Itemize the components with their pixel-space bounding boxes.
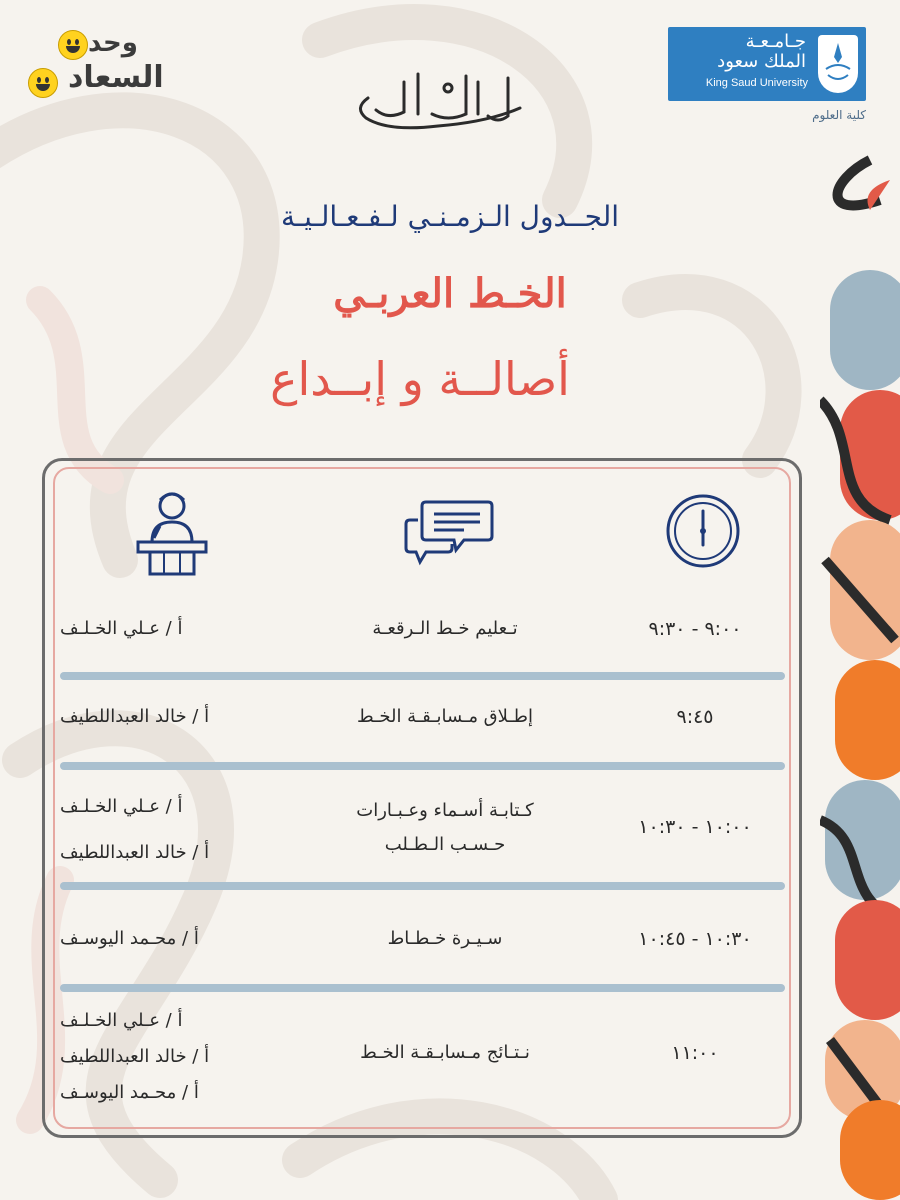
- row-divider: [60, 762, 785, 770]
- schedule-row-4-presenters: [60, 928, 300, 956]
- smiley-icon: [58, 30, 88, 60]
- schedule-row-3-time: ١٠:٠٠ - ١٠:٣٠: [638, 816, 752, 838]
- presenter: أ / خالد العبداللطيف: [60, 706, 210, 727]
- unit-logo-line1: وحد: [88, 28, 138, 58]
- schedule-row-5-time: ١١:٠٠: [671, 1042, 719, 1064]
- unit-logo-line2: السعاد: [68, 60, 164, 95]
- row-divider: [60, 882, 785, 890]
- happiness-unit-logo: [28, 28, 188, 100]
- schedule-row-2-presenters: [60, 706, 300, 734]
- decorative-calligraphy-strip: [820, 140, 900, 1200]
- schedule-title: الجــدول الـزمـنـي لـفـعـالـيـة: [280, 200, 620, 233]
- schedule-row-5-activity: نـتـائج مـسابـقـة الخـط: [360, 1042, 530, 1063]
- activity-line-2: حـسـب الـطـلب: [384, 834, 506, 855]
- presenter: أ / خالد العبداللطيف: [60, 842, 210, 863]
- row-divider: [60, 672, 785, 680]
- event-name: الخـط العربـي: [333, 270, 567, 317]
- schedule-row-5-presenters: [60, 1010, 300, 1110]
- chat-bubbles-icon: [404, 496, 494, 566]
- schedule-row-2-activity: إطـلاق مـسابـقـة الخـط: [357, 706, 533, 727]
- activity-line-1: كـتابـة أسـماء وعـبـارات: [356, 800, 534, 821]
- presenter: أ / خالد العبداللطيف: [60, 1046, 210, 1067]
- schedule-row-3-activity: [295, 800, 595, 855]
- presenter: أ / عـلي الخـلـف: [60, 796, 183, 817]
- ksu-seal-icon: [818, 35, 858, 93]
- ksu-logo-ar-line1: جـامـعـة: [745, 31, 806, 52]
- smiley-icon: [28, 68, 58, 98]
- schedule-row-2-time: ٩:٤٥: [676, 706, 714, 728]
- schedule-row-1-time: ٩:٠٠ - ٩:٣٠: [648, 618, 742, 640]
- event-tagline: أصالــة و إبــداع: [270, 352, 570, 406]
- schedule-row-1-activity: تـعليم خـط الـرقعـة: [372, 618, 518, 639]
- ksu-logo-ar-line2: الملك سعود: [717, 51, 806, 72]
- presenter: أ / محـمد اليوسـف: [60, 1082, 199, 1103]
- ksu-logo-en: King Saud University: [705, 77, 808, 89]
- schedule-row-1-presenters: [60, 618, 300, 646]
- ksu-logo: [668, 27, 866, 101]
- presenter: أ / عـلي الخـلـف: [60, 618, 183, 639]
- schedule-row-3-presenters: [60, 796, 300, 870]
- speaker-podium-icon: [134, 486, 210, 576]
- college-name: كلية العلوم: [812, 108, 866, 122]
- schedule-row-4-time: ١٠:٣٠ - ١٠:٤٥: [638, 928, 752, 950]
- arabic-calligraphy-world-logo: [348, 68, 526, 134]
- clock-icon: [665, 493, 741, 569]
- presenter: أ / عـلي الخـلـف: [60, 1010, 183, 1031]
- presenter: أ / محـمد اليوسـف: [60, 928, 199, 949]
- schedule-row-4-activity: سـيـرة خـطـاط: [387, 928, 503, 949]
- row-divider: [60, 984, 785, 992]
